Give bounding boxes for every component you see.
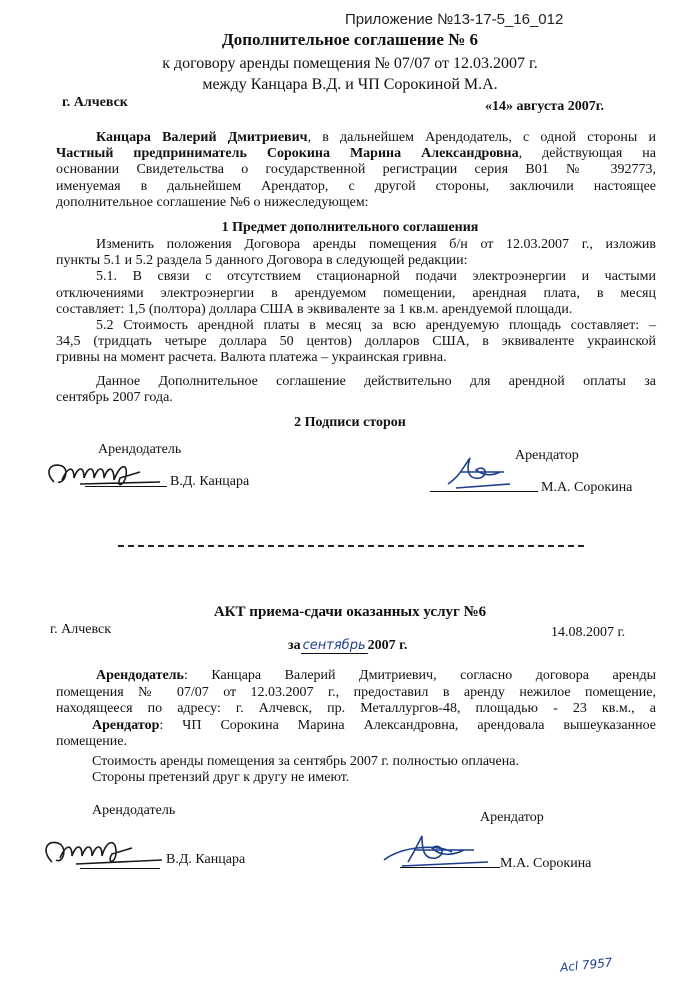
- agreement-subtitle-contract: к договору аренды помещения № 07/07 от 12.03.2007 г.: [162, 55, 538, 72]
- tenant-signature-1: [440, 452, 520, 494]
- section-divider: [118, 545, 584, 547]
- tenant-label-2: Арендатор: [480, 810, 544, 825]
- intro-paragraph: Канцара Валерий Дмитриевич, в дальнейшем Арендодатель, с одной стороны и Частный предприниматель Сорокина Марина Александровна, действующая на основании Свидетельства о государственной регистрации серия В01 № 392773, именуемая в дальнейшем Арендатор, с другой стороны, заключили настоящее дополнительное соглашение №6 о нижеследующем:: [56, 130, 656, 210]
- landlord-signature-1: [40, 454, 170, 494]
- tenant-name-bold: Частный предприниматель Сорокина Марина Александровна: [56, 146, 519, 162]
- agreement-city: г. Алчевск: [62, 95, 128, 110]
- landlord-label-2: Арендодатель: [92, 803, 176, 818]
- document-reference: Приложение №13-17-5_16_012: [345, 11, 564, 28]
- landlord-sign-line-2: [80, 868, 160, 869]
- landlord-name-bold: Канцара Валерий Дмитриевич: [96, 130, 308, 145]
- act-body: Арендодатель: Канцара Валерий Дмитриевич, согласно договора аренды помещения № 07/07 от 12.03.2007 г., предоставил в аренду нежилое помещение, находящееся по адресу: г. Алчевск, пр. Металлургов-48, площадью - 23 кв.м., а Арендатор: ЧП Сорокина Марина Александровна, арендовала вышеуказанное помещение. Стоимость аренды помещения за сентябрь 2007 г. полностью оплачена. Стороны претензий друг к другу не имеют.: [56, 668, 656, 785]
- tenant-name-1: М.А. Сорокина: [541, 480, 633, 495]
- section1-body: Изменить положения Договора аренды помещения б/н от 12.03.2007 г., изложив пункты 5.1 и 5.2 раздела 5 данного Договора в следующей редакции: 5.1. В связи с отсутствием стационарной подачи электроэнергии и частыми отключениями электроэнергии в арендуемом помещении, арендная плата, в месяц составляет: 1,5 (полтора) доллара США в эквиваленте за 1 кв.м. арендуемой площади. 5.2 Стоимость арендной платы в месяц за всю арендуемую площадь составляет: – 34,5 (тридцать четыре доллара 50 центов) долларов США, в эквиваленте украинской гривны на момент расчета. Валюта платежа – украинская гривна.: [56, 237, 656, 366]
- validity-paragraph: Данное Дополнительное соглашение действительно для арендной оплаты за сентябрь 2007 года.: [56, 374, 656, 406]
- tenant-label-1: Арендатор: [515, 448, 579, 463]
- act-landlord-label: Арендодатель: [96, 668, 184, 683]
- landlord-name-1: В.Д. Канцара: [170, 474, 250, 489]
- act-city: г. Алчевск: [50, 622, 112, 637]
- agreement-subtitle-parties: между Канцара В.Д. и ЧП Сорокиной М.А.: [202, 76, 498, 93]
- clause-5-2: 5.2 Стоимость арендной платы в месяц за всю арендуемую площадь составляет: –: [96, 318, 656, 334]
- act-title: АКТ приема-сдачи оказанных услуг №6: [213, 604, 487, 620]
- landlord-name-2: В.Д. Канцара: [166, 852, 246, 867]
- agreement-date: «14» августа 2007г.: [485, 99, 605, 114]
- tenant-name-2: М.А. Сорокина: [500, 856, 592, 871]
- tenant-sign-line-1: [430, 491, 538, 492]
- handwritten-corner-note: Acl 7957: [559, 955, 614, 975]
- act-tenant-label: Арендатор: [92, 717, 160, 733]
- tenant-sign-line-2: [400, 867, 500, 868]
- clause-5-1: 5.1. В связи с отсутствием стационарной подачи электроэнергии и частыми: [96, 269, 656, 285]
- act-period: за сентябрь 2007 г.: [288, 638, 408, 653]
- section2-title: 2 Подписи сторон: [294, 415, 406, 430]
- handwritten-month: сентябрь: [302, 638, 366, 653]
- act-date: 14.08.2007 г.: [551, 625, 626, 640]
- landlord-label-1: Арендодатель: [98, 442, 182, 457]
- section1-title: 1 Предмет дополнительного соглашения: [221, 220, 479, 235]
- landlord-sign-line-1: [85, 486, 167, 487]
- agreement-title: Дополнительное соглашение № 6: [222, 30, 478, 49]
